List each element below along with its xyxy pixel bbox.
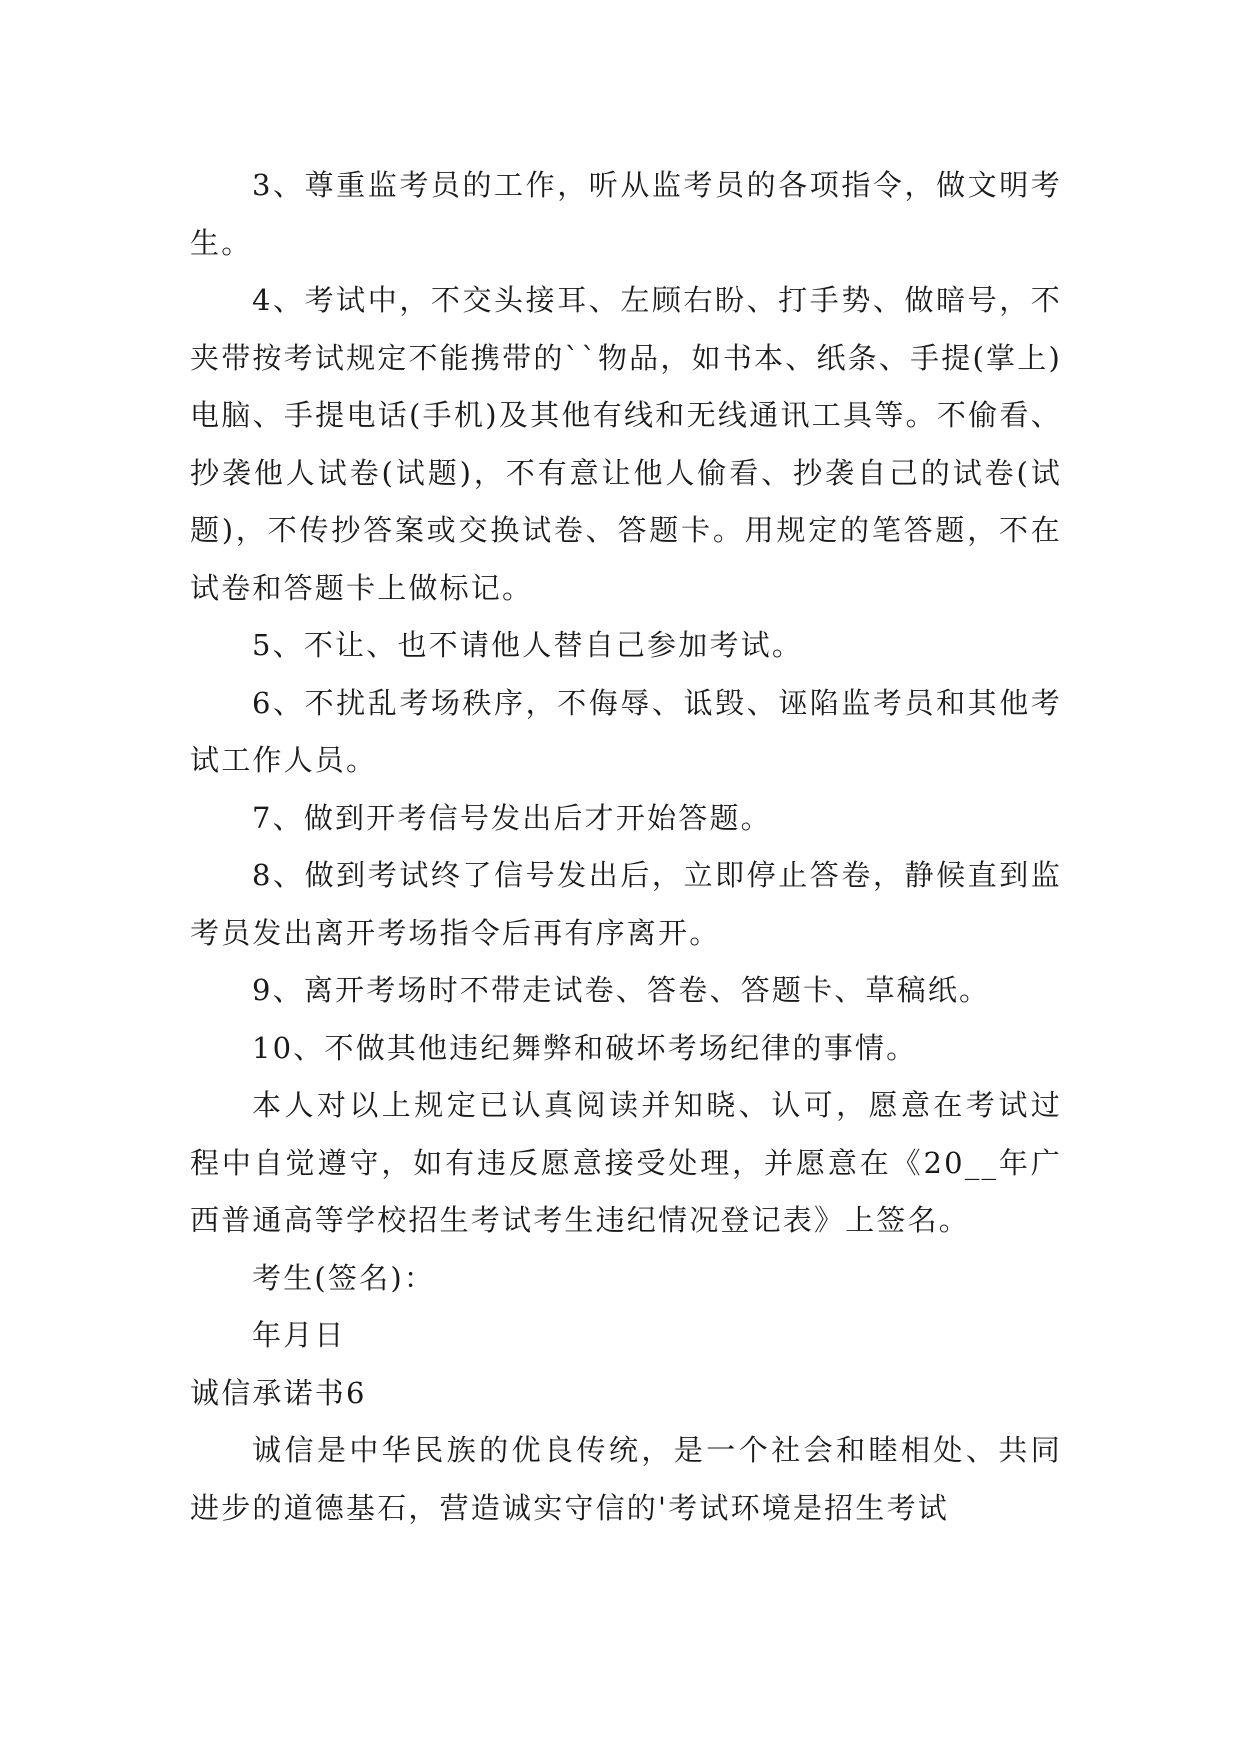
rule-paragraph-6: 6、不扰乱考场秩序，不侮辱、诋毁、诬陷监考员和其他考试工作人员。 — [190, 685, 1062, 777]
rule-paragraph-7: 7、做到开考信号发出后才开始答题。 — [252, 800, 772, 835]
rule-paragraph-3: 3、尊重监考员的工作，听从监考员的各项指令，做文明考生。 — [190, 168, 1062, 260]
signature-line: 考生(签名)： — [252, 1260, 436, 1295]
rule-paragraph-8: 8、做到考试终了信号发出后，立即停止答卷，静候直到监考员发出离开考场指令后再有序离开。 — [190, 858, 1062, 950]
closing-paragraph: 诚信是中华民族的优良传统，是一个社会和睦相处、共同进步的道德基石，营造诚实守信的'考试环境是招生考试 — [190, 1433, 1062, 1525]
date-line: 年月日 — [252, 1318, 346, 1352]
section-heading: 诚信承诺书6 — [190, 1375, 367, 1410]
rule-paragraph-10: 10、不做其他违纪舞弊和破坏考场纪律的事情。 — [252, 1030, 918, 1065]
document-body — [190, 157, 1062, 1537]
rule-paragraph-5: 5、不让、也不请他人替自己参加考试。 — [252, 628, 804, 662]
rule-paragraph-9: 9、离开考场时不带走试卷、答卷、答题卡、草稿纸。 — [252, 973, 991, 1007]
pledge-statement: 本人对以上规定已认真阅读并知晓、认可，愿意在考试过程中自觉遵守，如有违反愿意接受处理，并愿意在《20__年广西普通高等学校招生考试考生违纪情况登记表》上签名。 — [190, 1088, 1062, 1237]
rule-paragraph-4: 4、考试中，不交头接耳、左顾右盼、打手势、做暗号，不夹带按考试规定不能携带的``物品，如书本、纸条、手提(掌上)电脑、手提电话(手机)及其他有线和无线通讯工具等。不偷看、抄袭他人试卷(试题)，不有意让他人偷看、抄袭自己的试卷(试题)，不传抄答案或交换试卷、答题卡。用规定的笔答题，不在试卷和答题卡上做标记。 — [190, 283, 1062, 605]
